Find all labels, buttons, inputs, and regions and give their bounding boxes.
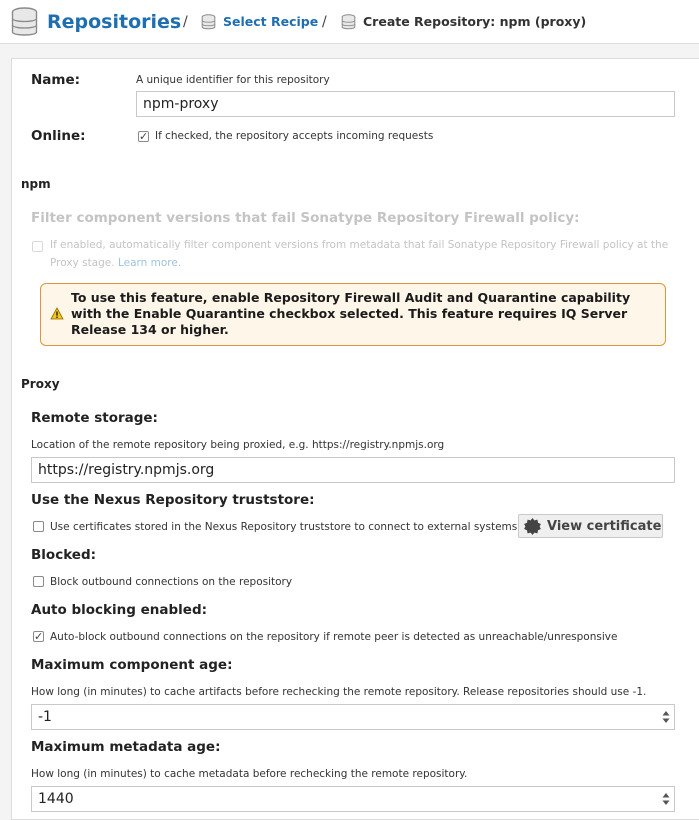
- metadata-age-field[interactable]: 1440: [31, 786, 675, 812]
- name-label: Name:: [31, 72, 81, 88]
- learn-more-link[interactable]: Learn more.: [117, 257, 182, 269]
- select-recipe-link[interactable]: Select Recipe: [223, 14, 319, 29]
- breadcrumb-current: [341, 0, 586, 43]
- breadcrumb-separator: /: [183, 13, 188, 30]
- truststore-label: Use the Nexus Repository truststore:: [31, 492, 315, 508]
- database-icon: [341, 14, 356, 30]
- component-age-field[interactable]: -1: [31, 704, 675, 730]
- online-label: Online:: [31, 128, 86, 144]
- repository-form: [11, 58, 699, 820]
- spinner-arrows-icon[interactable]: [662, 710, 670, 724]
- remote-storage-label: Remote storage:: [31, 410, 158, 426]
- truststore-checkbox[interactable]: [33, 521, 44, 532]
- view-certificate-label: View certificate: [547, 518, 662, 534]
- auto-blocking-checkbox[interactable]: ✓: [34, 630, 44, 643]
- online-help: If checked, the repository accepts incoming requests: [155, 130, 434, 142]
- npm-section-heading: npm: [21, 177, 51, 191]
- firewall-filter-label: Filter component versions that fail Sonatype Repository Firewall policy:: [31, 210, 580, 226]
- breadcrumb-bar: [0, 0, 699, 44]
- blocked-label: Blocked:: [31, 547, 97, 563]
- auto-blocking-help: Auto-block outbound connections on the repository if remote peer is detected as unreachable/unresponsive: [50, 631, 618, 643]
- breadcrumb-root[interactable]: [11, 0, 181, 43]
- truststore-help: Use certificates stored in the Nexus Repository truststore to connect to external systems: [50, 521, 518, 533]
- remote-storage-field[interactable]: https://registry.npmjs.org: [31, 457, 675, 483]
- metadata-age-label: Maximum metadata age:: [31, 739, 221, 755]
- remote-storage-help: Location of the remote repository being proxied, e.g. https://registry.npmjs.org: [31, 439, 445, 451]
- firewall-filter-help-cont: Proxy stage. Learn more.: [50, 257, 182, 269]
- database-icon: [201, 14, 216, 30]
- metadata-age-help: How long (in minutes) to cache metadata before rechecking the remote repository.: [31, 768, 468, 780]
- firewall-warning-box: [40, 283, 666, 346]
- auto-blocking-label: Auto blocking enabled:: [31, 602, 208, 618]
- name-field[interactable]: npm-proxy: [136, 91, 675, 117]
- certificate-seal-icon: [523, 517, 542, 536]
- warning-message: To use this feature, enable Repository Firewall Audit and Quarantine capability with the Enable Quarantine checkbox selected. This feature requires IQ Server Release 134 or higher.: [71, 290, 631, 337]
- warning-icon: [50, 307, 64, 320]
- blocked-help: Block outbound connections on the repository: [50, 576, 293, 588]
- blocked-checkbox[interactable]: [33, 576, 44, 587]
- breadcrumb-select-recipe[interactable]: [201, 0, 318, 43]
- breadcrumb-separator: /: [322, 13, 327, 30]
- component-age-help: How long (in minutes) to cache artifacts before rechecking the remote repository. Release repositories should use -1.: [31, 686, 647, 698]
- page-title[interactable]: Repositories: [47, 10, 182, 33]
- database-icon: [11, 7, 38, 37]
- component-age-label: Maximum component age:: [31, 657, 233, 673]
- firewall-filter-help: If enabled, automatically filter component versions from metadata that fail Sonatype Repository Firewall policy at the: [50, 239, 669, 251]
- online-checkbox[interactable]: ✓: [139, 130, 149, 143]
- name-help: A unique identifier for this repository: [136, 74, 330, 86]
- proxy-section-heading: Proxy: [21, 377, 60, 391]
- current-page-label: Create Repository: npm (proxy): [363, 14, 587, 29]
- firewall-filter-checkbox[interactable]: [32, 241, 43, 252]
- view-certificate-button[interactable]: [518, 514, 663, 538]
- spinner-arrows-icon[interactable]: [662, 792, 670, 806]
